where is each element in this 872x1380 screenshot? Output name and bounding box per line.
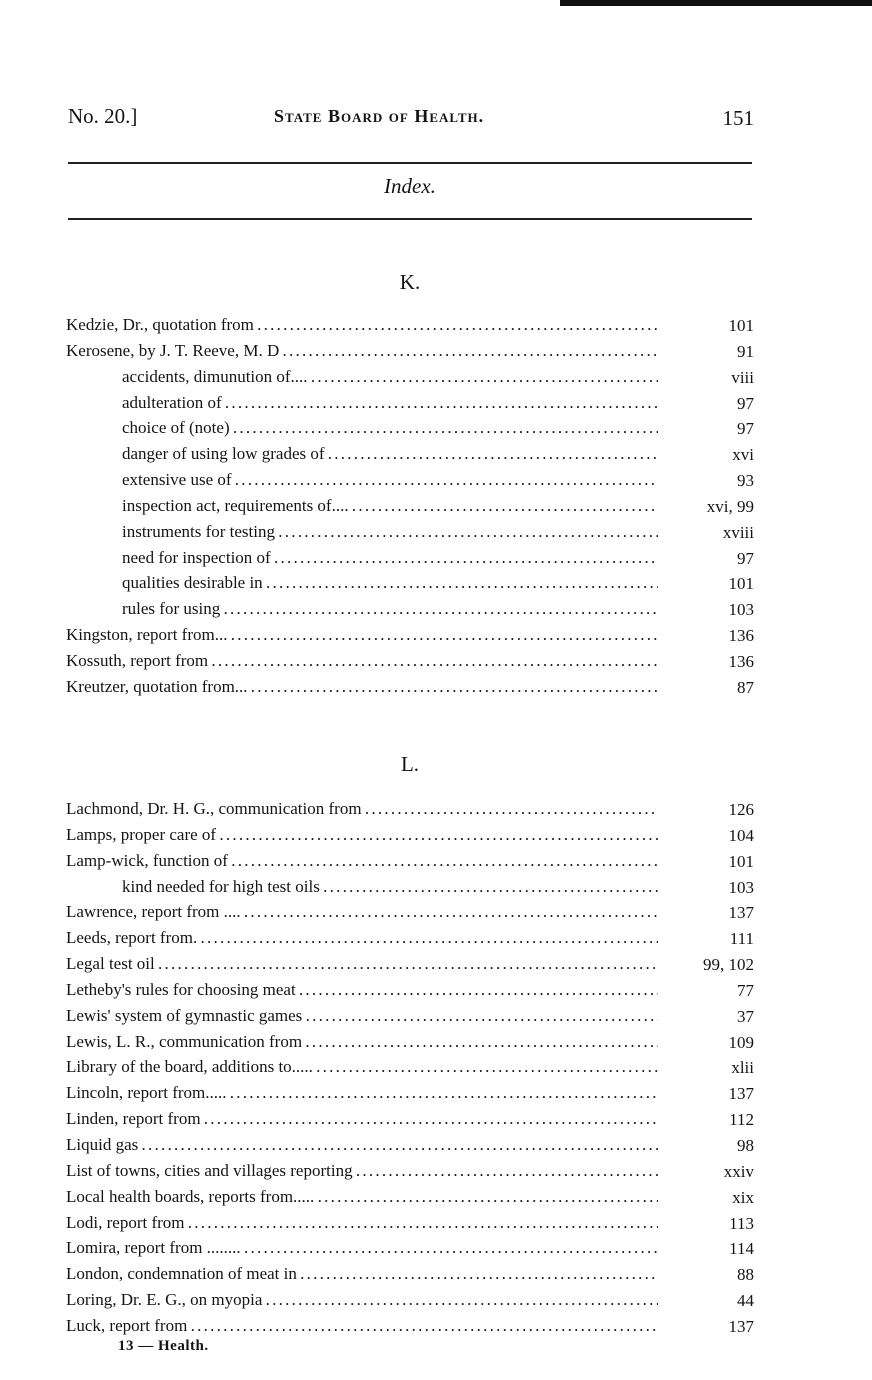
index-entry [66, 338, 754, 364]
bottom-rule [68, 218, 752, 220]
entry-page-ref: 101 [728, 316, 754, 335]
entry-page-ref: 103 [728, 877, 754, 897]
entry-page-ref: 37 [737, 1006, 754, 1026]
entry-page-ref: 111 [729, 929, 754, 949]
index-subentry [66, 545, 754, 571]
entry-page-ref: viii [731, 367, 754, 387]
index-subentry [66, 364, 754, 390]
running-head [68, 104, 754, 134]
entry-page-ref: 112 [729, 1110, 754, 1130]
entry-page-ref: 87 [737, 677, 754, 697]
index-entry [66, 1287, 754, 1313]
entry-label: Liquid gas . . . [66, 1132, 658, 1157]
entry-label: instruments for testing . . . [122, 519, 658, 544]
entry-page-ref: 77 [737, 980, 754, 1000]
entry-label: Lamps, proper care of . . . [66, 822, 658, 847]
index-entry [66, 312, 754, 338]
entry-label: Lomira, report from ........ . . . [66, 1235, 658, 1260]
entry-label: danger of using low grades of . . . [122, 441, 658, 466]
entry-page-ref: 136 [728, 651, 754, 671]
entry-page-ref: 137 [728, 903, 754, 923]
index-subentry [66, 390, 754, 416]
index-entry [66, 1313, 754, 1339]
entry-label: accidents, dimunution of.... . . . [122, 364, 658, 389]
entry-label: Lewis, L. R., communication from . . . [66, 1029, 658, 1054]
index-subentry [66, 874, 754, 900]
index-entry [66, 622, 754, 648]
index-entry [66, 848, 754, 874]
entry-label: London, condemnation of meat in . . . [66, 1261, 658, 1286]
index-subentry [66, 415, 754, 441]
entry-label: Luck, report from . . . [66, 1313, 658, 1338]
entry-label: adulteration of . . . [122, 390, 658, 415]
entry-label: Lamp-wick, function of . . . [66, 848, 658, 873]
entry-label: Lewis' system of gymnastic games . . . [66, 1003, 658, 1028]
entry-page-ref: 44 [737, 1291, 754, 1311]
entry-label: kind needed for high test oils . . . [122, 874, 658, 899]
entry-page-ref: 99, 102 [703, 955, 754, 975]
entry-label: Kreutzer, quotation from... . . . [66, 674, 658, 699]
index-entry [66, 1184, 754, 1210]
index-subentry [66, 493, 754, 519]
entry-label: qualities desirable in . . . [122, 570, 658, 595]
entry-label: Letheby's rules for choosing meat . . . [66, 977, 658, 1002]
section-letter-k: K. [399, 270, 421, 294]
index-entry [66, 796, 754, 822]
entry-page-ref: 101 [728, 851, 754, 871]
entry-label: Leeds, report from. . . . [66, 925, 658, 950]
index-entry [66, 1132, 754, 1158]
entry-page-ref: xxiv [723, 1161, 754, 1181]
index-subentry [66, 467, 754, 493]
entry-label: Linden, report from . . . [66, 1106, 658, 1131]
entry-label: extensive use of . . . [122, 467, 658, 492]
entry-label: Lawrence, report from .... . . . [66, 899, 658, 924]
entry-page-ref: 109 [728, 1032, 754, 1052]
entry-page-ref: xvi, 99 [706, 496, 754, 516]
entry-page-ref: xlii [731, 1058, 754, 1078]
index-entry [66, 925, 754, 951]
index-entry [66, 1029, 754, 1055]
entry-page-ref: xvi [732, 445, 754, 465]
entry-page-ref: 137 [728, 1316, 754, 1336]
index-entry [66, 1054, 754, 1080]
index-entry [66, 674, 754, 700]
entry-page-ref: 113 [729, 1213, 754, 1233]
index-entry [66, 1003, 754, 1029]
index-entry [66, 1261, 754, 1287]
entry-label: Lincoln, report from..... . . . [66, 1080, 658, 1105]
entry-page-ref: 104 [728, 825, 754, 845]
entry-label: Local health boards, reports from..... . . . [66, 1184, 658, 1209]
entry-label: Kossuth, report from . . . [66, 648, 658, 673]
entry-label: Loring, Dr. E. G., on myopia . . . [66, 1287, 658, 1312]
entry-label: need for inspection of . . . [122, 545, 658, 570]
signature-mark: 13 — Health. [118, 1338, 209, 1354]
index-entry [66, 648, 754, 674]
entry-label: Kerosene, by J. T. Reeve, M. D . . . [66, 338, 658, 363]
entry-label: List of towns, cities and villages reporting . . . [66, 1158, 658, 1183]
entry-page-ref: 98 [737, 1135, 754, 1155]
entry-label: Kingston, report from... . . . [66, 622, 658, 647]
index-entry [66, 899, 754, 925]
index-subentry [66, 570, 754, 596]
index-subentry [66, 441, 754, 467]
index-entry [66, 977, 754, 1003]
page-edge-shadow [560, 0, 872, 6]
index-section-k [66, 312, 754, 700]
entry-page-ref: 101 [728, 574, 754, 594]
index-entry [66, 822, 754, 848]
entry-label: Kedzie, Dr., quotation from . . . [66, 312, 658, 337]
entry-page-ref: 137 [728, 1084, 754, 1104]
index-entry [66, 1158, 754, 1184]
page-number: 151 [722, 106, 754, 130]
running-title: State Board of Health. [274, 106, 485, 126]
entry-page-ref: 114 [729, 1239, 754, 1259]
index-title: Index. [384, 174, 436, 198]
entry-page-ref: 88 [737, 1265, 754, 1285]
entry-label: Legal test oil . . . [66, 951, 658, 976]
index-entry [66, 1235, 754, 1261]
entry-label: Lachmond, Dr. H. G., communication from . . . [66, 796, 658, 821]
index-subentry [66, 519, 754, 545]
entry-label: Lodi, report from . . . [66, 1210, 658, 1235]
index-entry [66, 1080, 754, 1106]
entry-page-ref: 136 [728, 626, 754, 646]
entry-page-ref: 91 [737, 341, 754, 361]
entry-page-ref: 126 [728, 800, 754, 819]
entry-label: Library of the board, additions to..... . . . [66, 1054, 658, 1079]
entry-label: choice of (note) . . . [122, 415, 658, 440]
entry-page-ref: xviii [722, 522, 754, 542]
index-entry [66, 1106, 754, 1132]
index-subentry [66, 596, 754, 622]
report-number: No. 20.] [68, 104, 138, 128]
top-rule [68, 162, 752, 164]
entry-page-ref: 93 [737, 471, 754, 491]
entry-page-ref: 97 [737, 393, 754, 413]
entry-label: rules for using . . . [122, 596, 658, 621]
entry-page-ref: 97 [737, 419, 754, 439]
entry-label: inspection act, requirements of.... . . . [122, 493, 658, 518]
entry-page-ref: 103 [728, 600, 754, 620]
entry-page-ref: 97 [737, 548, 754, 568]
index-entry [66, 951, 754, 977]
index-entry [66, 1210, 754, 1236]
entry-page-ref: xix [732, 1187, 754, 1207]
section-letter-l: L. [400, 752, 420, 776]
index-section-l [66, 796, 754, 1339]
